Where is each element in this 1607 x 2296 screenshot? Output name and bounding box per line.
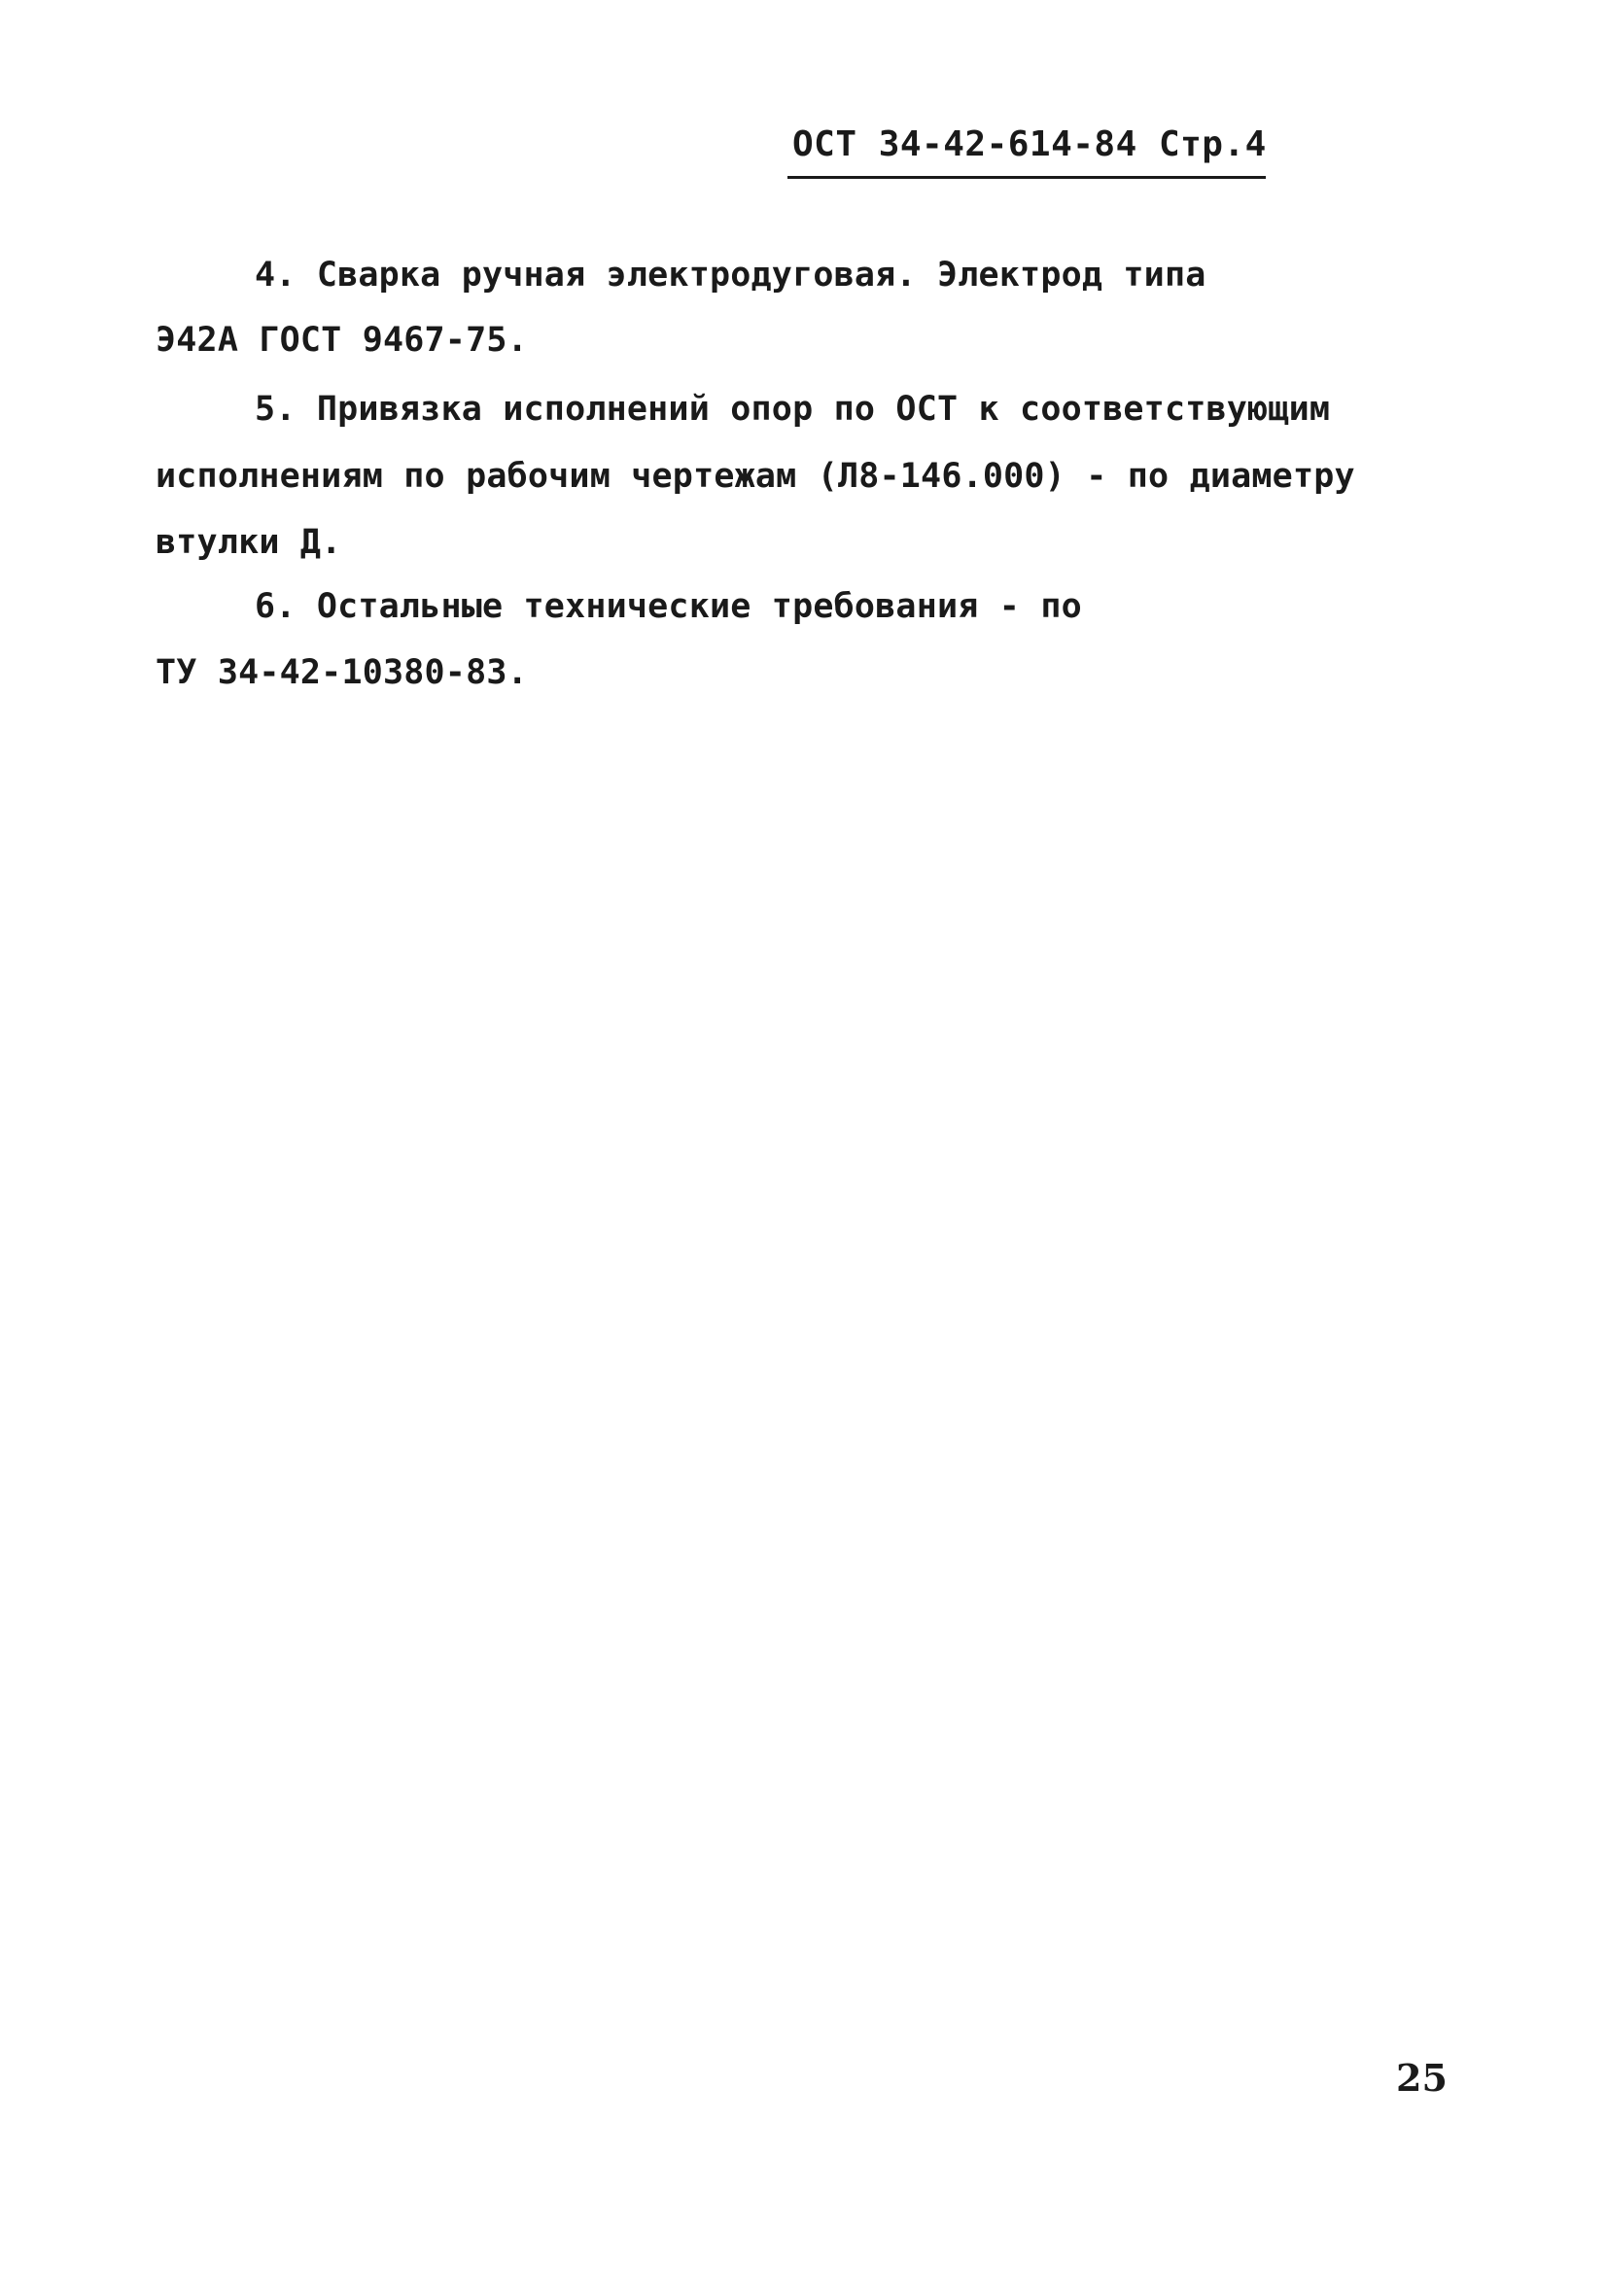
item-6-line-2: ТУ 34-42-10380-83.	[156, 653, 528, 692]
item-5-line-3: втулки Д.	[156, 523, 342, 562]
item-4-line-1: 4. Сварка ручная электродуговая. Электрод типа	[255, 256, 1206, 295]
item-4-line-2: Э42А ГОСТ 9467-75.	[156, 321, 528, 360]
page-number: 25	[1396, 2056, 1448, 2100]
item-6-line-1: 6. Остальные технические требования - по	[255, 587, 1082, 626]
item-5-line-2: исполнениям по рабочим чертежам (Л8-146.000) - по диаметру	[156, 457, 1355, 496]
document-designation: ОСТ 34-42-614-84 Стр.4	[792, 124, 1267, 164]
item-5-line-1: 5. Привязка исполнений опор по ОСТ к соответствующим	[255, 390, 1331, 429]
header-underline	[787, 176, 1266, 179]
